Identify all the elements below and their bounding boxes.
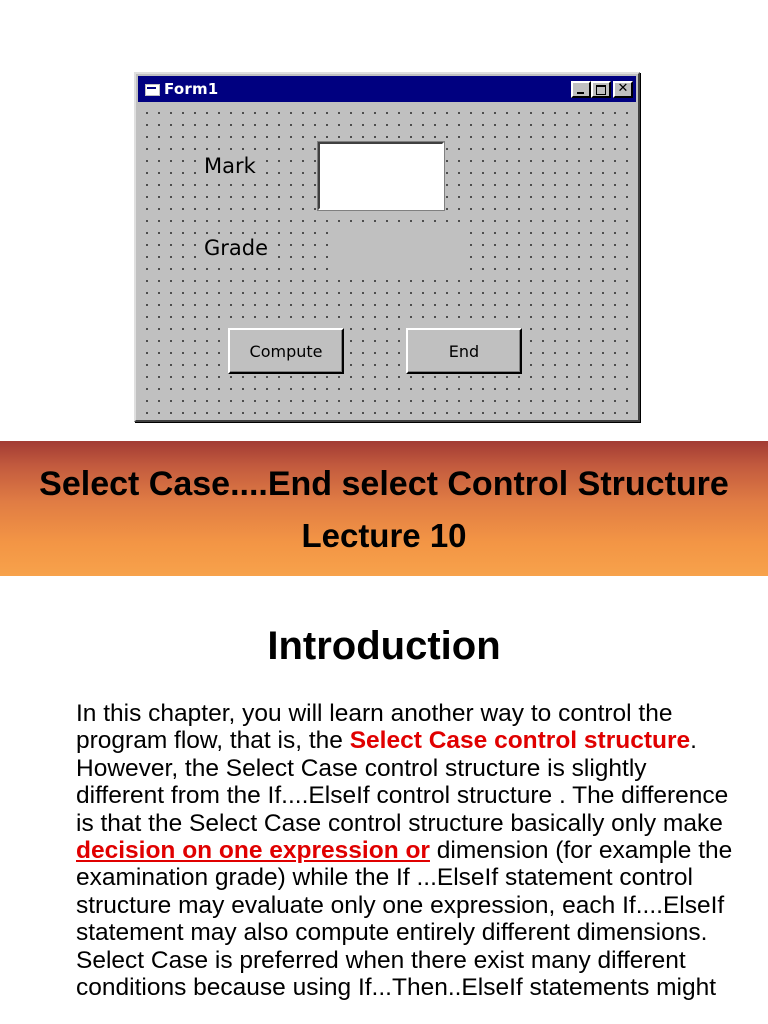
mark-label: Mark (204, 154, 256, 178)
title-banner (0, 441, 768, 576)
form-icon (144, 82, 160, 96)
form-design-grid (138, 104, 636, 418)
body-text-part-2: . However, the Select Case control structure is slightly different from the If....ElseIf control structure . The difference is that the Select Case control structure basically only make (76, 727, 729, 837)
mark-input[interactable] (318, 142, 444, 210)
vb-form-window (134, 72, 640, 422)
minimize-icon[interactable] (571, 81, 591, 98)
highlight-decision-link[interactable]: decision on one expression or (76, 837, 430, 865)
end-button[interactable]: End (406, 328, 522, 374)
body-text-part-1: In this chapter, you will learn another way to control the program flow, that is, the (76, 700, 673, 755)
slide-subtitle: Lecture 10 (301, 517, 467, 554)
form-titlebar[interactable] (138, 76, 636, 102)
slide-title: Select Case....End select Control Structure (39, 465, 729, 503)
compute-button[interactable]: Compute (228, 328, 344, 374)
highlight-select-case: Select Case control structure (349, 727, 691, 755)
body-text-part-3: dimension (for example the examination grade) while the If ...ElseIf statement control structure may evaluate only one expression, each If....ElseIf statement may also compute entirely different dimensions. Select Case is preferred when there exist many different conditions because using If...Then..ElseIf statements might (76, 837, 733, 1002)
grade-output-label (334, 228, 466, 272)
section-heading: Introduction (267, 624, 501, 668)
close-icon[interactable]: ✕ (613, 81, 633, 98)
body-paragraph (76, 700, 736, 1001)
maximize-icon[interactable] (591, 81, 611, 98)
window-controls (571, 81, 633, 98)
grade-label: Grade (204, 236, 269, 260)
form-title: Form1 (164, 80, 219, 98)
